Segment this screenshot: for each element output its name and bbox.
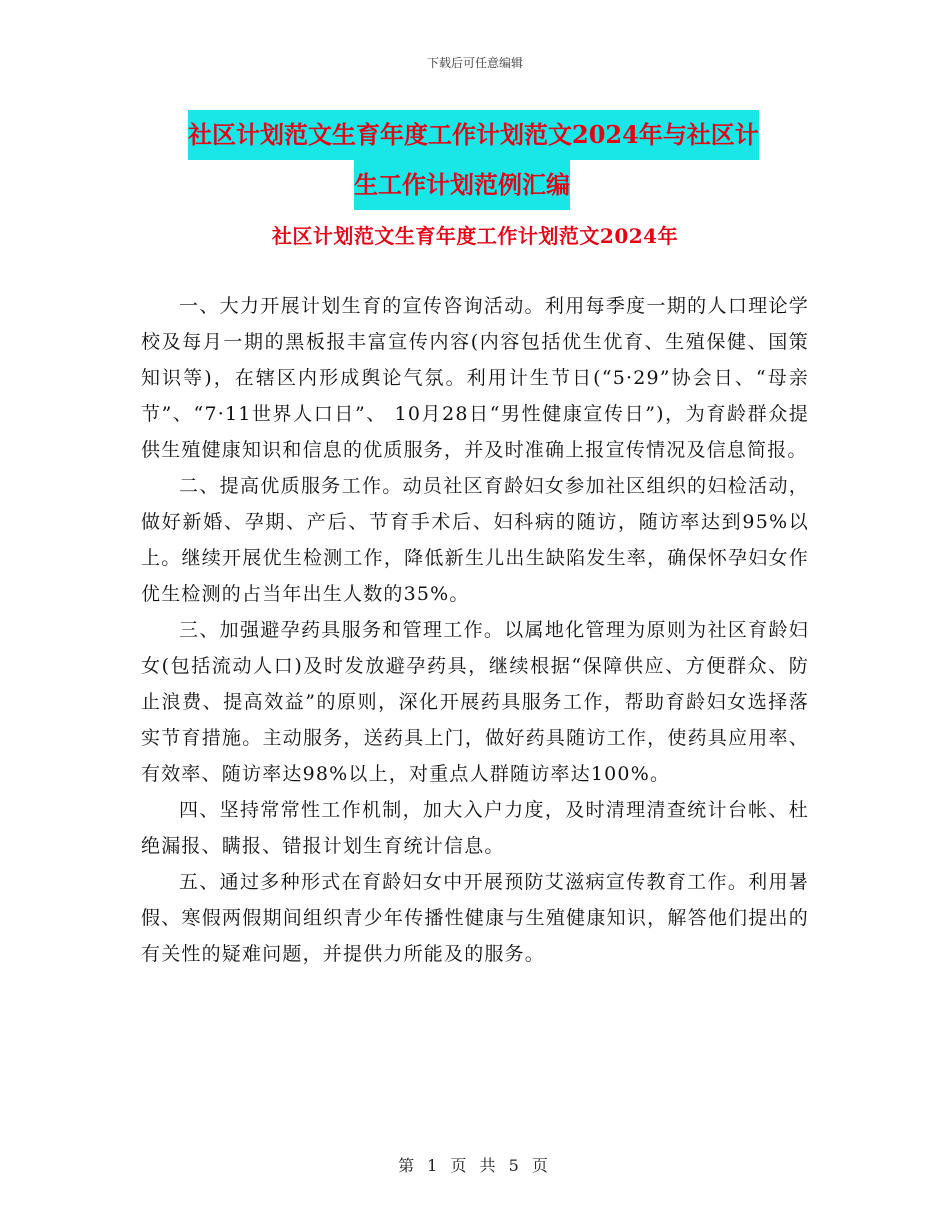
document-body bbox=[141, 288, 809, 972]
document-title-line-2: 生工作计划范例汇编 bbox=[354, 160, 570, 210]
document-title-line-1: 社区计划范文生育年度工作计划范文2024年与社区计 bbox=[188, 110, 759, 160]
paragraph-2: 二、提高优质服务工作。动员社区育龄妇女参加社区组织的妇检活动，做好新婚、孕期、产后、节育手术后、妇科病的随访，随访率达到95%以上。继续开展优生检测工作，降低新生儿出生缺陷发生率，确保怀孕妇女作优生检测的占当年出生人数的35%。 bbox=[141, 475, 809, 605]
paragraph-4: 四、坚持常常性工作机制，加大入户力度，及时清理清查统计台帐、杜绝漏报、瞒报、错报计划生育统计信息。 bbox=[141, 799, 809, 857]
header-note: 下载后可任意编辑 bbox=[426, 56, 523, 70]
paragraph-5: 五、通过多种形式在育龄妇女中开展预防艾滋病宣传教育工作。利用暑假、寒假两假期间组织青少年传播性健康与生殖健康知识，解答他们提出的有关性的疑难问题，并提供力所能及的服务。 bbox=[141, 871, 809, 965]
page-number-footer: 第 1 页 共 5 页 bbox=[398, 1156, 552, 1175]
paragraph-1: 一、大力开展计划生育的宣传咨询活动。利用每季度一期的人口理论学校及每月一期的黑板报丰富宣传内容(内容包括优生优育、生殖保健、国策知识等)，在辖区内形成舆论气氛。利用计生节日(“5·29”协会日、“母亲节”、“7·11世界人口日”、 10月28日“男性健康宣传日”)，为育龄群众提供生殖健康知识和信息的优质服务，并及时准确上报宣传情况及信息简报。 bbox=[141, 295, 809, 461]
document-title bbox=[188, 110, 808, 210]
section-title: 社区计划范文生育年度工作计划范文2024年 bbox=[271, 224, 679, 248]
paragraph-3: 三、加强避孕药具服务和管理工作。以属地化管理为原则为社区育龄妇女(包括流动人口)及时发放避孕药具，继续根据“保障供应、方便群众、防止浪费、提高效益”的原则，深化开展药具服务工作，帮助育龄妇女选择落实节育措施。主动服务，送药具上门，做好药具随访工作，使药具应用率、有效率、随访率达98%以上，对重点人群随访率达100%。 bbox=[141, 619, 809, 785]
